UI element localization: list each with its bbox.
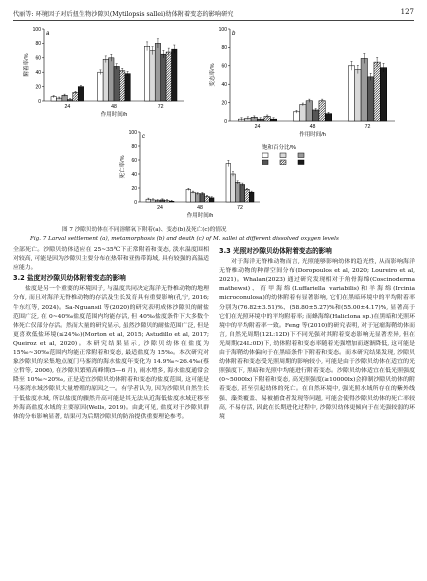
paragraph: 对于海洋无脊椎动物而言, 光照能够影响幼体的趋光性, 从而影响海洋无脊椎动物的种群空间分布(Doropoulos et al, 2020; Loureiro et al, 2021)。Whalan(2023) 通过研究发现相对于角骨海绵(Coscinoderma mathewsi)、育甲海绵(Luffariella variabilis)和羊海绵(Ircinia microconulosa)的幼体附着有显著影响, 它们在黑暗环境中的平均附着率分别为(76.82±3.51)%、(58.80±5.27)%和(55.00±4.17)%, 显著高于它们在光照环境中的平均附着率; 而蜂海绵(Haliclona sp.)在黑暗和光照环境中的平均附着率一致。Feng 等(2010)的研究表明, 对于冠瘤海鞘幼体而言, 自然光周期(12L:12D)下不同光强对其附着变态影响无显著差异, 但在光周期(24L:0D)下, 幼体附着和变态率随着光强增加而逐渐降低, 这可能是由于海鞘幼体偏向于在黑暗条件下附着和变态。而本研究结果发现, 沙隙贝幼体附着和变态受光照周期的影响较小, 可能是由于沙隙贝幼体在适宜的光照强度下, 黑暗和光照中均能进行附着变态。沙隙贝幼体适宜在低光照强度(0~5000lx)下附着和变态, 高光照强度(≥10000lx)会抑制沙隙贝幼体的附着变态, 甚至引起幼体的死亡。在自然环境中, 强光照水域所存在的紫外线强、藻类覆盖、易被捕食者发现等问题, 可能会使得沙隙贝幼体的死亡率较高, 不易存活, 因此在长期进化过程中, 沙隙贝幼体更倾向于在光强较弱的环境 bbox=[219, 259, 415, 420]
y-tick-label: 40 bbox=[35, 70, 41, 76]
left-column bbox=[13, 246, 209, 422]
bar bbox=[300, 104, 306, 121]
y-tick-label: 40 bbox=[131, 171, 137, 178]
x-tick-label: 24 bbox=[64, 104, 71, 110]
y-tick-label: 40 bbox=[221, 82, 227, 88]
running-header bbox=[13, 8, 414, 21]
y-tick-label: 60 bbox=[35, 55, 41, 62]
bar bbox=[144, 46, 149, 101]
bar bbox=[313, 110, 319, 121]
y-tick-label: 0 bbox=[134, 199, 137, 206]
bar bbox=[114, 66, 119, 101]
bar bbox=[172, 49, 177, 101]
bar bbox=[361, 58, 367, 121]
x-tick-label: 72 bbox=[237, 205, 243, 211]
y-axis-label: 死亡率/% bbox=[120, 155, 126, 179]
y-tick-label: 100 bbox=[128, 129, 137, 136]
x-tick-label: 48 bbox=[197, 205, 203, 211]
y-tick-label: 80 bbox=[35, 41, 41, 48]
bar bbox=[368, 77, 374, 121]
bar bbox=[235, 182, 240, 202]
chart-settlement bbox=[22, 25, 192, 120]
bar bbox=[119, 71, 124, 101]
x-tick-label: 48 bbox=[309, 124, 316, 130]
x-axis-label: 作用时间/h bbox=[100, 112, 128, 118]
legend-swatch bbox=[280, 153, 286, 158]
y-tick-label: 80 bbox=[221, 45, 227, 52]
y-tick-label: 0 bbox=[224, 118, 227, 125]
y-tick-label: 100 bbox=[218, 26, 227, 33]
bar bbox=[98, 72, 103, 101]
bar bbox=[186, 189, 191, 202]
paragraph: 全部死亡。沙隙贝幼体适应在 25~35℃下正常附着和变态, 淡水温度围相对较高, 可能是因为沙隙贝主要分布在热带和亚热带海域, 具有较强的高温适应能力。 bbox=[13, 247, 209, 272]
header-title: 代丽等: 环境因子对后扭生物沙隙贝(Mytilopsis sallei)幼体附着变态的影响研究 bbox=[13, 11, 234, 18]
section-heading: 3.2 盐度对沙隙贝幼体附着变态的影响 bbox=[13, 274, 126, 283]
figure-caption-en: Fig. 7 Larval settlement (a), metamorphosis (b) and death (c) of M. sallei at different dissolved oxygen levels bbox=[30, 236, 339, 242]
legend-swatch bbox=[262, 153, 268, 158]
paragraph: 盐度是另一个重要的环境因子, 与温度共同决定海洋无脊椎动物的地理分布, 而且对海洋无脊椎动物的存活及生长发育具有重要影响(孔宁, 2016; 牛东红等, 2024)。Sa-Nguansil 等(2020)的研究表明成体沙隙贝的耐盐范围广泛, 在 0~40‰盐度范围内均能存活, 但 40‰盐度条件下大多数个体死亡仅部分存活。然而大量的研究显示, 虽然沙隙贝的耐盐范围广泛, 但是更喜欢低盐环境(≤24‰)(Morton et al, 2015; Astudillo et al, 2017; Queiroz et al, 2020)。本研究结果显示, 沙隙贝幼体在盐度为 15‰~30‰范围内均能正常附着和变态, 最适盐度为 15‰。本次研究对象沙隙贝的采集地点厦门马銮湾的海水盐度年变化为 14.9‰~26.4‰(蔡立哲等, 2006), 在沙隙贝繁殖高峰期(5—6 月), 雨水增多, 海水盐度通常会降至 10‰~20‰, 正是适宜沙隙贝幼体附着和变态的盐度范围, 这可能是马銮湾水域沙隙贝大量增殖的原因之一。有学者认为, 因为沙隙贝自然生长于低盐度水域, 所以盐度的骤然升高可能是其无法从近海低盐度水域迁移至外海高盐度水域的主要原因(Wells, 2019)。由此可见, 盐度对于沙隙贝群体的分布影响显著, 结果可为后期沙隙贝的防治提供重要理论参考。 bbox=[13, 286, 209, 420]
y-tick-label: 20 bbox=[35, 84, 41, 91]
y-tick-label: 20 bbox=[131, 185, 137, 192]
panel-c bbox=[118, 128, 268, 225]
bar bbox=[249, 192, 254, 202]
x-axis-label: 作用时间/h bbox=[299, 132, 326, 138]
right-column bbox=[219, 246, 415, 422]
y-axis-label: 附着率/% bbox=[24, 53, 30, 77]
legend-swatch bbox=[298, 153, 304, 158]
y-tick-label: 60 bbox=[131, 157, 137, 164]
bar bbox=[73, 92, 78, 101]
panel-label: b bbox=[232, 31, 236, 37]
x-tick-label: 72 bbox=[364, 124, 371, 130]
legend-title: 饱和百分比/% bbox=[262, 145, 296, 151]
chart-death bbox=[118, 128, 268, 221]
figure-caption-cn: 图 7 沙隙贝幼体在不同溶解氧下附着(a)、变态(b)及死亡(c)的情况 bbox=[62, 227, 227, 233]
bar bbox=[200, 194, 205, 202]
bar bbox=[78, 87, 83, 101]
x-tick-label: 48 bbox=[111, 104, 117, 110]
legend-swatch bbox=[280, 160, 286, 165]
bar bbox=[231, 174, 236, 202]
panel-label: a bbox=[46, 31, 50, 37]
bar bbox=[150, 51, 155, 101]
page-number: 127 bbox=[400, 8, 414, 16]
y-tick-label: 0 bbox=[38, 98, 41, 105]
x-tick-label: 24 bbox=[254, 124, 261, 130]
y-tick-label: 100 bbox=[32, 26, 41, 33]
bar bbox=[245, 189, 250, 202]
bar bbox=[240, 185, 245, 203]
bar bbox=[348, 66, 354, 121]
y-tick-label: 80 bbox=[131, 143, 137, 150]
panel-a bbox=[22, 25, 192, 124]
y-axis-label: 变态率/% bbox=[210, 63, 216, 87]
bar bbox=[103, 59, 108, 101]
bar bbox=[166, 52, 171, 101]
panel-label: c bbox=[142, 134, 145, 140]
bar bbox=[161, 54, 166, 101]
legend-svg bbox=[262, 143, 342, 169]
bar bbox=[191, 192, 196, 202]
x-tick-label: 72 bbox=[157, 104, 164, 110]
chart-metamorphosis bbox=[208, 25, 403, 145]
bar bbox=[306, 101, 312, 121]
y-tick-label: 20 bbox=[221, 100, 227, 107]
x-axis-label: 作用时间/h bbox=[186, 213, 214, 219]
legend bbox=[262, 143, 342, 173]
bar bbox=[380, 68, 386, 121]
bar bbox=[155, 43, 160, 101]
section-heading: 3.3 光照对沙隙贝幼体附着变态的影响 bbox=[219, 247, 332, 255]
bar bbox=[195, 194, 200, 202]
bar bbox=[355, 69, 361, 121]
bar bbox=[226, 164, 231, 203]
y-tick-label: 60 bbox=[221, 63, 227, 70]
legend-swatch bbox=[298, 160, 304, 165]
x-tick-label: 24 bbox=[157, 205, 163, 211]
bar bbox=[374, 62, 380, 121]
legend-swatch bbox=[262, 160, 268, 165]
bar bbox=[109, 58, 114, 101]
bar bbox=[125, 74, 130, 101]
bar bbox=[319, 101, 325, 121]
